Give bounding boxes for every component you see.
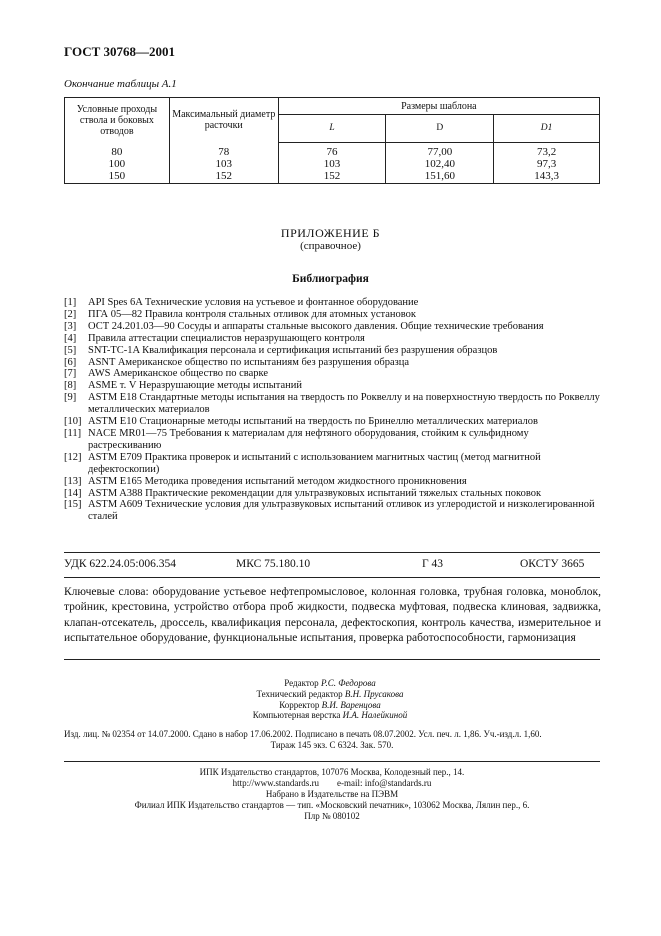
template-sizes-table xyxy=(64,97,600,184)
bibliography-item-text: ASTM E165 Методика проведения испытаний методом жидкостного проникновения xyxy=(88,475,467,487)
appendix-title: ПРИЛОЖЕНИЕ Б xyxy=(280,226,381,240)
bibliography-item-text: ASTM E709 Практика проверок и испытаний с использованием магнитных частиц (метод магнитной дефектоскопии) xyxy=(88,451,541,475)
editor-line xyxy=(200,710,460,721)
header-nominal-bore: Условные проходы ствола и боковых отводов xyxy=(65,98,170,143)
bibliography-item-text: ASTM A609 Технические условия для ультразвуковых испытаний отливок из углеродистой и низколегированной сталей xyxy=(88,499,595,523)
divider xyxy=(64,552,600,553)
publisher-line: ИПК Издательство стандартов, 107076 Москва, Колодезный пер., 14. xyxy=(199,767,465,777)
bibliography-item xyxy=(64,357,604,369)
editor-role: Корректор xyxy=(279,699,320,710)
bibliography-item xyxy=(64,452,604,476)
header-l: L xyxy=(278,115,386,143)
header-max-bore-diameter: Максимальный диаметр расточки xyxy=(169,98,278,143)
bibliography-item-number: [1] xyxy=(64,297,77,308)
table-cell: 103 xyxy=(169,158,278,170)
table-cell: 152 xyxy=(278,170,386,184)
divider xyxy=(64,577,600,578)
bibliography-item xyxy=(64,392,604,416)
bibliography-item-number: [11] xyxy=(64,427,82,439)
bibliography-item-text: ASTM E18 Стандартные методы испытания на твердость по Роквеллу и на поверхностную твердость по Роквеллу металлических материалов xyxy=(88,392,600,416)
publisher-line: Филиал ИПК Издательство стандартов — тип. «Московский печатник», 103062 Москва, Лялин пер., 6. xyxy=(134,800,530,811)
editor-role: Технический редактор xyxy=(256,688,343,699)
publisher-line: http://www.standards.ru e-mail: info@standards.ru xyxy=(232,777,432,788)
table-cell: 103 xyxy=(278,158,386,170)
bibliography-item-text: ASME т. V Неразрушающие методы испытаний xyxy=(88,380,303,392)
bibliography-item-number: [6] xyxy=(64,356,77,368)
table-row xyxy=(65,143,600,159)
header-d: D xyxy=(386,115,494,143)
document-code: ГОСТ 30768—2001 xyxy=(64,44,176,59)
bibliography-item-number: [10] xyxy=(64,416,82,428)
bibliography-item-number: [5] xyxy=(64,344,77,356)
bibliography-item-number: [14] xyxy=(64,487,82,499)
bibliography-item xyxy=(64,416,604,428)
editor-name: В.И. Варенцова xyxy=(321,699,381,710)
print-info-line: Изд. лиц. № 02354 от 14.07.2000. Сдано в набор 17.06.2002. Подписано в печать 08.07.2002. Усл. печ. л. 1,86. Уч.-изд.л. 1,60. xyxy=(64,729,542,739)
bibliography-item xyxy=(64,499,604,523)
divider xyxy=(64,659,600,660)
editor-line xyxy=(200,689,460,700)
bibliography-item xyxy=(64,380,604,392)
bibliography-item-number: [4] xyxy=(64,332,77,344)
table-cell: 97,3 xyxy=(494,158,600,170)
bibliography-item-number: [9] xyxy=(64,392,77,404)
table-cell: 102,40 xyxy=(386,158,494,170)
bibliography-item-text: ПГА 05—82 Правила контроля стальных отливок для атомных установок xyxy=(88,308,417,320)
table-cell: 152 xyxy=(169,170,278,184)
publisher-info xyxy=(64,767,600,822)
table-row xyxy=(65,170,600,184)
table-cell: 80 xyxy=(65,143,170,159)
bibliography-item xyxy=(64,297,604,309)
table-cell: 78 xyxy=(169,143,278,159)
appendix-subtitle: (справочное) xyxy=(300,240,361,252)
table-cell: 76 xyxy=(278,143,386,159)
table-caption: Окончание таблицы А.1 xyxy=(64,78,177,90)
bibliography-item-text: SNT-TC-1A Квалификация персонала и сертификация испытаний без разрушения образцов xyxy=(88,344,498,356)
bibliography-item xyxy=(64,345,604,357)
keywords-paragraph: Ключевые слова: оборудование устьевое нефтепромысловое, колонная головка, трубная головка, моноблок, тройник, крестовина, устройство отбора проб жидкости, подвеска муфтовая, подвеска клиновая, задвижка, клапан-отсекатель, дроссель, квалификация персонала, дефектоскопия, контроль качества, измерительное и испытательное оборудование, функциональные испытания, проверка работоспособности, гармонизация xyxy=(64,586,601,644)
bibliography-item xyxy=(64,321,604,333)
bibliography-item-number: [3] xyxy=(64,320,77,332)
bibliography-item-text: Правила аттестации специалистов неразрушающего контроля xyxy=(88,332,365,344)
header-d1: D1 xyxy=(494,115,600,143)
bibliography-item-text: ASNT Американское общество по испытаниям без разрушения образца xyxy=(88,356,410,368)
g-code: Г 43 xyxy=(422,558,444,570)
bibliography-item-number: [15] xyxy=(64,499,82,511)
bibliography-item xyxy=(64,368,604,380)
bibliography-item-number: [12] xyxy=(64,451,82,463)
editor-name: В.Н. Прусакова xyxy=(344,688,404,699)
bibliography-item-text: AWS Американское общество по сварке xyxy=(88,368,268,380)
header-template-sizes: Размеры шаблона xyxy=(278,98,599,115)
bibliography-item-number: [13] xyxy=(64,475,82,487)
bibliography-item xyxy=(64,488,604,500)
bibliography-item-text: ASTM E10 Стационарные методы испытаний на твердость по Бринеллю металлических материалов xyxy=(88,416,539,428)
editor-name: И.А. Налейкиной xyxy=(342,710,408,721)
bibliography-item xyxy=(64,476,604,488)
udk-code: УДК 622.24.05:006.354 xyxy=(64,558,176,570)
editor-line xyxy=(200,678,460,689)
bibliography-item-number: [8] xyxy=(64,380,77,392)
bibliography-item xyxy=(64,428,604,452)
print-info-line: Тираж 145 экз. С 6324. Зак. 570. xyxy=(270,739,394,750)
bibliography-title: Библиография xyxy=(292,273,369,285)
editor-role: Компьютерная верстка xyxy=(252,710,341,721)
print-info xyxy=(64,729,600,751)
bibliography-item-text: ASTM A388 Практические рекомендации для ультразвуковых испытаний тяжелых стальных поковок xyxy=(88,487,542,499)
bibliography-item xyxy=(64,309,604,321)
table-cell: 143,3 xyxy=(494,170,600,184)
table-cell: 73,2 xyxy=(494,143,600,159)
bibliography-item-text: API Spes 6A Технические условия на устьевое и фонтанное оборудование xyxy=(88,297,419,308)
table-cell: 151,60 xyxy=(386,170,494,184)
okstu-code: ОКСТУ 3665 xyxy=(520,558,585,570)
bibliography-item-number: [2] xyxy=(64,308,77,320)
table-cell: 150 xyxy=(65,170,170,184)
mks-code: МКС 75.180.10 xyxy=(236,558,311,570)
bibliography-item-text: NACE MR01—75 Требования к материалам для нефтяного оборудования, стойким к сульфидному растрескиванию xyxy=(88,427,529,451)
publisher-line: Плр № 080102 xyxy=(304,811,360,822)
bibliography-item xyxy=(64,333,604,345)
editor-role: Редактор xyxy=(284,678,319,688)
table-cell: 100 xyxy=(65,158,170,170)
bibliography-item-number: [7] xyxy=(64,368,77,380)
editorial-credits xyxy=(200,678,460,721)
bibliography-list xyxy=(64,297,604,523)
divider xyxy=(64,761,600,762)
bibliography-item-text: ОСТ 24.201.03—90 Сосуды и аппараты стальные высокого давления. Общие технические требования xyxy=(88,320,544,332)
editor-name: Р.С. Федорова xyxy=(320,678,376,688)
editor-line xyxy=(200,700,460,711)
publisher-line: Набрано в Издательстве на ПЭВМ xyxy=(265,788,399,799)
table-row xyxy=(65,158,600,170)
table-cell: 77,00 xyxy=(386,143,494,159)
